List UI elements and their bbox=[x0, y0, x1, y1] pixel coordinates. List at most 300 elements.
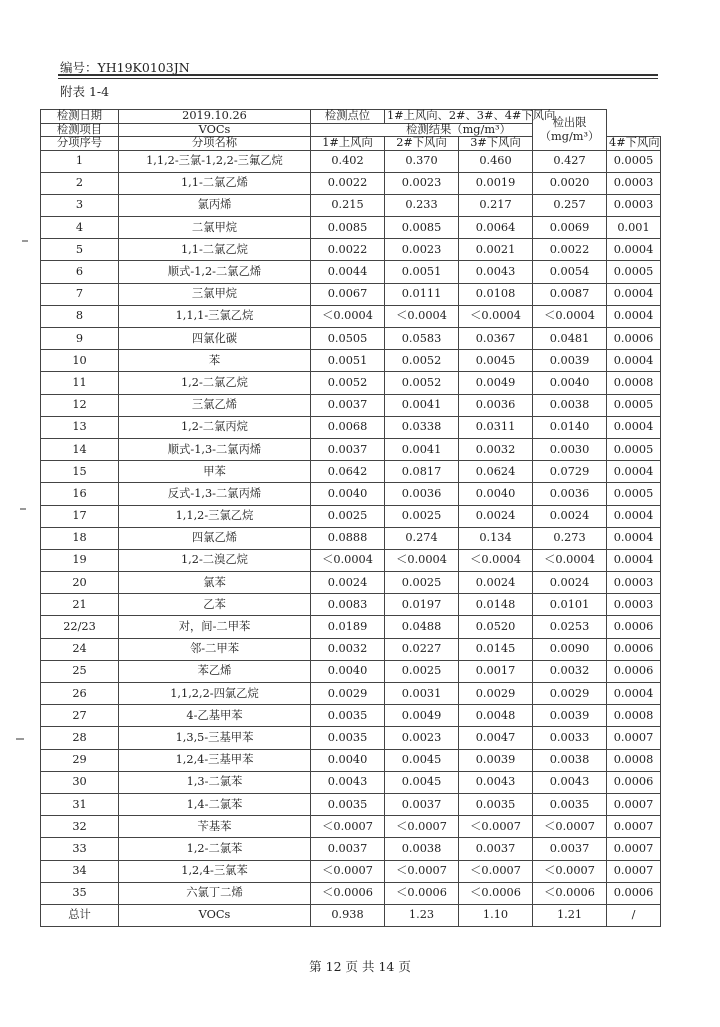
point1-value: ＜0.0004 bbox=[311, 549, 385, 571]
table-row bbox=[41, 261, 661, 283]
seq-cell: 30 bbox=[41, 771, 119, 793]
limit-cell: 0.0004 bbox=[607, 416, 661, 438]
point2-value: 0.0111 bbox=[385, 283, 459, 305]
seq-cell: 20 bbox=[41, 572, 119, 594]
name-cell: 四氯化碳 bbox=[119, 328, 311, 350]
point2-value: 0.0025 bbox=[385, 572, 459, 594]
point3-value: 0.0017 bbox=[459, 660, 533, 682]
name-cell: 苯 bbox=[119, 350, 311, 372]
point4-value: 0.0039 bbox=[533, 705, 607, 727]
table-row bbox=[41, 283, 661, 305]
point3-value: 1.10 bbox=[459, 904, 533, 926]
point1-value: 0.0032 bbox=[311, 638, 385, 660]
point1-value: 0.0044 bbox=[311, 261, 385, 283]
point1-value: 0.0040 bbox=[311, 749, 385, 771]
point3-value: 0.0024 bbox=[459, 572, 533, 594]
point1-value: 0.0083 bbox=[311, 594, 385, 616]
table-row bbox=[41, 350, 661, 372]
point1-value: 0.0037 bbox=[311, 438, 385, 460]
seq-cell: 22/23 bbox=[41, 616, 119, 638]
point4-value: 0.0024 bbox=[533, 505, 607, 527]
date-value: 2019.10.26 bbox=[119, 110, 311, 124]
point3-value: ＜0.0004 bbox=[459, 549, 533, 571]
point1-value: ＜0.0007 bbox=[311, 860, 385, 882]
seq-cell: 32 bbox=[41, 816, 119, 838]
limit-cell: 0.0006 bbox=[607, 771, 661, 793]
point4-value: 0.0039 bbox=[533, 350, 607, 372]
item-label: 检测项目 bbox=[41, 123, 119, 137]
seq-cell: 17 bbox=[41, 505, 119, 527]
point1-value: ＜0.0004 bbox=[311, 305, 385, 327]
seq-cell: 26 bbox=[41, 683, 119, 705]
point2-value: 0.0036 bbox=[385, 483, 459, 505]
point1-value: 0.0043 bbox=[311, 771, 385, 793]
table-row bbox=[41, 549, 661, 571]
point2-value: ＜0.0004 bbox=[385, 305, 459, 327]
limit-cell: 0.0003 bbox=[607, 572, 661, 594]
point3-value: 0.0064 bbox=[459, 217, 533, 239]
point3-value: 0.0049 bbox=[459, 372, 533, 394]
table-row bbox=[41, 150, 661, 172]
header-rule-thick bbox=[58, 74, 658, 76]
seq-cell: 3 bbox=[41, 194, 119, 216]
date-label: 检测日期 bbox=[41, 110, 119, 124]
seq-cell: 1 bbox=[41, 150, 119, 172]
point2-value: 0.0085 bbox=[385, 217, 459, 239]
point4-value: 0.0030 bbox=[533, 438, 607, 460]
point3-value: ＜0.0007 bbox=[459, 860, 533, 882]
seq-cell: 16 bbox=[41, 483, 119, 505]
limit-cell: 0.0008 bbox=[607, 705, 661, 727]
point4-value: 0.0087 bbox=[533, 283, 607, 305]
table-row bbox=[41, 572, 661, 594]
point4-value: 0.0036 bbox=[533, 483, 607, 505]
point3-value: 0.0035 bbox=[459, 793, 533, 815]
seq-cell: 29 bbox=[41, 749, 119, 771]
point1-value: ＜0.0007 bbox=[311, 816, 385, 838]
point2-value: 0.370 bbox=[385, 150, 459, 172]
point2-label: 2#下风向 bbox=[385, 137, 459, 151]
name-cell: 氯苯 bbox=[119, 572, 311, 594]
table-row bbox=[41, 394, 661, 416]
point4-value: 0.0043 bbox=[533, 771, 607, 793]
table-row bbox=[41, 616, 661, 638]
limit-cell: 0.0007 bbox=[607, 838, 661, 860]
name-cell: 六氯丁二烯 bbox=[119, 882, 311, 904]
name-cell: VOCs bbox=[119, 904, 311, 926]
table-row bbox=[41, 217, 661, 239]
point2-value: 0.0023 bbox=[385, 172, 459, 194]
seq-cell: 35 bbox=[41, 882, 119, 904]
name-cell: 1,4-二氯苯 bbox=[119, 793, 311, 815]
point3-value: 0.0624 bbox=[459, 461, 533, 483]
point3-value: 0.0019 bbox=[459, 172, 533, 194]
point4-value: 0.0024 bbox=[533, 572, 607, 594]
limit-cell: 0.0004 bbox=[607, 283, 661, 305]
seq-cell: 18 bbox=[41, 527, 119, 549]
name-cell: 1,1-二氯乙烯 bbox=[119, 172, 311, 194]
limit-cell: 0.0006 bbox=[607, 638, 661, 660]
point2-value: 0.0052 bbox=[385, 372, 459, 394]
table-row bbox=[41, 416, 661, 438]
point1-value: 0.0022 bbox=[311, 172, 385, 194]
point1-value: 0.0505 bbox=[311, 328, 385, 350]
name-cell: 1,2,4-三基甲苯 bbox=[119, 749, 311, 771]
point2-value: 1.23 bbox=[385, 904, 459, 926]
point4-value: ＜0.0007 bbox=[533, 860, 607, 882]
point3-value: 0.0039 bbox=[459, 749, 533, 771]
document-number: 编号：YH19K0103JN bbox=[60, 60, 190, 75]
name-cell: 1,1,2,2-四氯乙烷 bbox=[119, 683, 311, 705]
item-value: VOCs bbox=[119, 123, 311, 137]
table-row bbox=[41, 727, 661, 749]
name-cell: 4-乙基甲苯 bbox=[119, 705, 311, 727]
limit-cell: 0.0004 bbox=[607, 350, 661, 372]
point2-value: 0.0031 bbox=[385, 683, 459, 705]
table-row bbox=[41, 705, 661, 727]
point1-value: 0.215 bbox=[311, 194, 385, 216]
seq-cell: 12 bbox=[41, 394, 119, 416]
seq-cell: 2 bbox=[41, 172, 119, 194]
point1-label: 1#上风向 bbox=[311, 137, 385, 151]
point3-value: 0.0032 bbox=[459, 438, 533, 460]
limit-cell: 0.0006 bbox=[607, 660, 661, 682]
name-cell: 反式-1,3-二氯丙烯 bbox=[119, 483, 311, 505]
total-row bbox=[41, 904, 661, 926]
point3-value: 0.0040 bbox=[459, 483, 533, 505]
point3-value: 0.0108 bbox=[459, 283, 533, 305]
point4-value: 0.0038 bbox=[533, 394, 607, 416]
table-row bbox=[41, 305, 661, 327]
point3-value: 0.0311 bbox=[459, 416, 533, 438]
limit-cell: 0.0005 bbox=[607, 150, 661, 172]
voc-results-table bbox=[40, 109, 661, 927]
point1-value: 0.402 bbox=[311, 150, 385, 172]
seq-cell: 27 bbox=[41, 705, 119, 727]
limit-cell: 0.0003 bbox=[607, 172, 661, 194]
point4-value: 0.0032 bbox=[533, 660, 607, 682]
seq-cell: 31 bbox=[41, 793, 119, 815]
limit-cell: 0.0006 bbox=[607, 328, 661, 350]
point3-value: 0.134 bbox=[459, 527, 533, 549]
point2-value: ＜0.0006 bbox=[385, 882, 459, 904]
point4-value: 0.0037 bbox=[533, 838, 607, 860]
seq-cell: 13 bbox=[41, 416, 119, 438]
limit-cell: 0.0004 bbox=[607, 505, 661, 527]
seq-cell: 10 bbox=[41, 350, 119, 372]
limit-cell: 0.0005 bbox=[607, 483, 661, 505]
name-cell: 四氯乙烯 bbox=[119, 527, 311, 549]
limit-cell: 0.0006 bbox=[607, 882, 661, 904]
table-row bbox=[41, 594, 661, 616]
name-cell: 1,2,4-三氯苯 bbox=[119, 860, 311, 882]
limit-cell: 0.0004 bbox=[607, 305, 661, 327]
point3-value: 0.0148 bbox=[459, 594, 533, 616]
point2-value: 0.0023 bbox=[385, 239, 459, 261]
point1-value: 0.938 bbox=[311, 904, 385, 926]
point1-value: 0.0024 bbox=[311, 572, 385, 594]
name-cell: 甲苯 bbox=[119, 461, 311, 483]
attachment-label: 附表 1-4 bbox=[60, 84, 110, 99]
seq-cell: 34 bbox=[41, 860, 119, 882]
limit-cell: 0.0007 bbox=[607, 727, 661, 749]
limit-cell: 0.0003 bbox=[607, 594, 661, 616]
point4-value: 0.0038 bbox=[533, 749, 607, 771]
name-cell: 乙苯 bbox=[119, 594, 311, 616]
limit-cell: 0.001 bbox=[607, 217, 661, 239]
table-row bbox=[41, 505, 661, 527]
point3-value: 0.0520 bbox=[459, 616, 533, 638]
point1-value: ＜0.0006 bbox=[311, 882, 385, 904]
seq-cell: 5 bbox=[41, 239, 119, 261]
seq-cell: 19 bbox=[41, 549, 119, 571]
point4-value: ＜0.0007 bbox=[533, 816, 607, 838]
table-row bbox=[41, 860, 661, 882]
point1-value: 0.0068 bbox=[311, 416, 385, 438]
point3-value: 0.0367 bbox=[459, 328, 533, 350]
point2-value: ＜0.0007 bbox=[385, 860, 459, 882]
name-cell: 1,1,1-三氯乙烷 bbox=[119, 305, 311, 327]
name-cell: 顺式-1,2-二氯乙烯 bbox=[119, 261, 311, 283]
point3-value: 0.0036 bbox=[459, 394, 533, 416]
point2-value: ＜0.0007 bbox=[385, 816, 459, 838]
point1-value: 0.0040 bbox=[311, 660, 385, 682]
name-cell: 1,1-二氯乙烷 bbox=[119, 239, 311, 261]
limit-cell: 0.0004 bbox=[607, 239, 661, 261]
header-row-date bbox=[41, 110, 661, 124]
limit-cell: 0.0004 bbox=[607, 527, 661, 549]
scan-mark bbox=[22, 240, 28, 242]
table-row bbox=[41, 771, 661, 793]
table-row bbox=[41, 461, 661, 483]
point3-value: ＜0.0004 bbox=[459, 305, 533, 327]
point2-value: 0.0037 bbox=[385, 793, 459, 815]
seq-cell: 21 bbox=[41, 594, 119, 616]
name-cell: 1,2-二溴乙烷 bbox=[119, 549, 311, 571]
point1-value: 0.0067 bbox=[311, 283, 385, 305]
point4-value: ＜0.0004 bbox=[533, 549, 607, 571]
seq-cell: 9 bbox=[41, 328, 119, 350]
name-cell: 1,2-二氯苯 bbox=[119, 838, 311, 860]
scan-mark bbox=[16, 738, 24, 740]
table-row bbox=[41, 328, 661, 350]
point1-value: 0.0037 bbox=[311, 838, 385, 860]
point1-value: 0.0022 bbox=[311, 239, 385, 261]
point4-value: 0.0090 bbox=[533, 638, 607, 660]
point3-value: 0.0037 bbox=[459, 838, 533, 860]
seq-cell: 总计 bbox=[41, 904, 119, 926]
limit-cell: 0.0005 bbox=[607, 261, 661, 283]
point4-value: ＜0.0004 bbox=[533, 305, 607, 327]
limit-cell: 0.0004 bbox=[607, 683, 661, 705]
point-label: 检测点位 bbox=[311, 110, 385, 124]
point2-value: 0.0227 bbox=[385, 638, 459, 660]
point1-value: 0.0040 bbox=[311, 483, 385, 505]
point3-label: 3#下风向 bbox=[459, 137, 533, 151]
point4-value: 0.0040 bbox=[533, 372, 607, 394]
seq-cell: 7 bbox=[41, 283, 119, 305]
header-rule-thin bbox=[58, 78, 658, 79]
point1-value: 0.0888 bbox=[311, 527, 385, 549]
point4-value: 0.257 bbox=[533, 194, 607, 216]
point3-value: ＜0.0006 bbox=[459, 882, 533, 904]
limit-cell: 0.0004 bbox=[607, 461, 661, 483]
point2-value: 0.0023 bbox=[385, 727, 459, 749]
point2-value: 0.0025 bbox=[385, 505, 459, 527]
point3-value: 0.217 bbox=[459, 194, 533, 216]
point1-value: 0.0035 bbox=[311, 793, 385, 815]
table-row bbox=[41, 816, 661, 838]
name-cell: 1,3-二氯苯 bbox=[119, 771, 311, 793]
name-cell: 二氯甲烷 bbox=[119, 217, 311, 239]
point3-value: 0.0024 bbox=[459, 505, 533, 527]
table-row bbox=[41, 239, 661, 261]
point1-value: 0.0189 bbox=[311, 616, 385, 638]
point3-value: 0.0021 bbox=[459, 239, 533, 261]
result-label: 检测结果（mg/m³） bbox=[311, 123, 607, 137]
seq-cell: 8 bbox=[41, 305, 119, 327]
point4-value: 0.0481 bbox=[533, 328, 607, 350]
point2-value: 0.0038 bbox=[385, 838, 459, 860]
point4-value: 0.0020 bbox=[533, 172, 607, 194]
point1-value: 0.0037 bbox=[311, 394, 385, 416]
point4-value: 0.0253 bbox=[533, 616, 607, 638]
point3-value: 0.0145 bbox=[459, 638, 533, 660]
table-row bbox=[41, 194, 661, 216]
limit-cell: 0.0007 bbox=[607, 860, 661, 882]
point4-label: 4#下风向 bbox=[607, 137, 661, 151]
limit-cell: / bbox=[607, 904, 661, 926]
table-row bbox=[41, 660, 661, 682]
scan-mark bbox=[20, 508, 26, 510]
limit-cell: 0.0004 bbox=[607, 549, 661, 571]
detection-limit-label: 检出限（mg/m³） bbox=[539, 115, 600, 143]
name-cell: 邻-二甲苯 bbox=[119, 638, 311, 660]
point1-value: 0.0025 bbox=[311, 505, 385, 527]
point-value: 1#上风向、2#、3#、4#下风向 bbox=[385, 110, 533, 124]
table-row bbox=[41, 838, 661, 860]
table-row bbox=[41, 172, 661, 194]
point2-value: 0.0583 bbox=[385, 328, 459, 350]
point4-value: 0.0140 bbox=[533, 416, 607, 438]
seq-cell: 25 bbox=[41, 660, 119, 682]
point3-value: 0.0043 bbox=[459, 261, 533, 283]
point1-value: 0.0085 bbox=[311, 217, 385, 239]
point4-value: 0.0101 bbox=[533, 594, 607, 616]
point3-value: 0.0048 bbox=[459, 705, 533, 727]
point1-value: 0.0035 bbox=[311, 705, 385, 727]
name-cell: 1,3,5-三基甲苯 bbox=[119, 727, 311, 749]
point4-value: 0.0729 bbox=[533, 461, 607, 483]
name-cell: 1,1,2-三氯-1,2,2-三氟乙烷 bbox=[119, 150, 311, 172]
point1-value: 0.0035 bbox=[311, 727, 385, 749]
name-cell: 顺式-1,3-二氯丙烯 bbox=[119, 438, 311, 460]
point2-value: 0.0045 bbox=[385, 771, 459, 793]
seq-cell: 15 bbox=[41, 461, 119, 483]
point3-value: 0.0043 bbox=[459, 771, 533, 793]
point4-value: 0.427 bbox=[533, 150, 607, 172]
name-cell: 1,2-二氯乙烷 bbox=[119, 372, 311, 394]
seq-cell: 14 bbox=[41, 438, 119, 460]
point2-value: 0.0049 bbox=[385, 705, 459, 727]
point4-value: 0.273 bbox=[533, 527, 607, 549]
seq-cell: 6 bbox=[41, 261, 119, 283]
point2-value: 0.0052 bbox=[385, 350, 459, 372]
point1-value: 0.0642 bbox=[311, 461, 385, 483]
point2-value: ＜0.0004 bbox=[385, 549, 459, 571]
point3-value: 0.460 bbox=[459, 150, 533, 172]
point1-value: 0.0052 bbox=[311, 372, 385, 394]
name-cell: 1,1,2-三氯乙烷 bbox=[119, 505, 311, 527]
limit-cell: 0.0008 bbox=[607, 372, 661, 394]
seq-cell: 4 bbox=[41, 217, 119, 239]
point2-value: 0.274 bbox=[385, 527, 459, 549]
limit-cell: 0.0005 bbox=[607, 438, 661, 460]
name-cell: 1,2-二氯丙烷 bbox=[119, 416, 311, 438]
point1-value: 0.0029 bbox=[311, 683, 385, 705]
seq-label: 分项序号 bbox=[41, 137, 119, 151]
point3-value: ＜0.0007 bbox=[459, 816, 533, 838]
table-row bbox=[41, 882, 661, 904]
table-row bbox=[41, 527, 661, 549]
point2-value: 0.0045 bbox=[385, 749, 459, 771]
seq-cell: 28 bbox=[41, 727, 119, 749]
name-cell: 三氯甲烷 bbox=[119, 283, 311, 305]
page-footer: 第 12 页 共 14 页 bbox=[309, 959, 411, 974]
limit-cell: 0.0005 bbox=[607, 394, 661, 416]
table-row bbox=[41, 483, 661, 505]
point3-value: 0.0045 bbox=[459, 350, 533, 372]
point4-value: 0.0069 bbox=[533, 217, 607, 239]
point4-value: 0.0029 bbox=[533, 683, 607, 705]
limit-cell: 0.0006 bbox=[607, 616, 661, 638]
table-row bbox=[41, 638, 661, 660]
name-cell: 苄基苯 bbox=[119, 816, 311, 838]
table-row bbox=[41, 793, 661, 815]
seq-cell: 11 bbox=[41, 372, 119, 394]
point3-value: 0.0029 bbox=[459, 683, 533, 705]
point4-value: 0.0054 bbox=[533, 261, 607, 283]
limit-cell: 0.0007 bbox=[607, 816, 661, 838]
name-cell: 对，间-二甲苯 bbox=[119, 616, 311, 638]
point2-value: 0.0025 bbox=[385, 660, 459, 682]
limit-cell: 0.0008 bbox=[607, 749, 661, 771]
point3-value: 0.0047 bbox=[459, 727, 533, 749]
point2-value: 0.0817 bbox=[385, 461, 459, 483]
point4-value: 1.21 bbox=[533, 904, 607, 926]
name-cell: 三氯乙烯 bbox=[119, 394, 311, 416]
point2-value: 0.0338 bbox=[385, 416, 459, 438]
seq-cell: 33 bbox=[41, 838, 119, 860]
name-label: 分项名称 bbox=[119, 137, 311, 151]
table-row bbox=[41, 372, 661, 394]
limit-cell: 0.0003 bbox=[607, 194, 661, 216]
point4-value: 0.0035 bbox=[533, 793, 607, 815]
point4-value: 0.0022 bbox=[533, 239, 607, 261]
point4-value: 0.0033 bbox=[533, 727, 607, 749]
table-row bbox=[41, 683, 661, 705]
point2-value: 0.0041 bbox=[385, 394, 459, 416]
point4-value: ＜0.0006 bbox=[533, 882, 607, 904]
seq-cell: 24 bbox=[41, 638, 119, 660]
point1-value: 0.0051 bbox=[311, 350, 385, 372]
point2-value: 0.0197 bbox=[385, 594, 459, 616]
table-row bbox=[41, 749, 661, 771]
point2-value: 0.0488 bbox=[385, 616, 459, 638]
point2-value: 0.0051 bbox=[385, 261, 459, 283]
table-row bbox=[41, 438, 661, 460]
name-cell: 氯丙烯 bbox=[119, 194, 311, 216]
